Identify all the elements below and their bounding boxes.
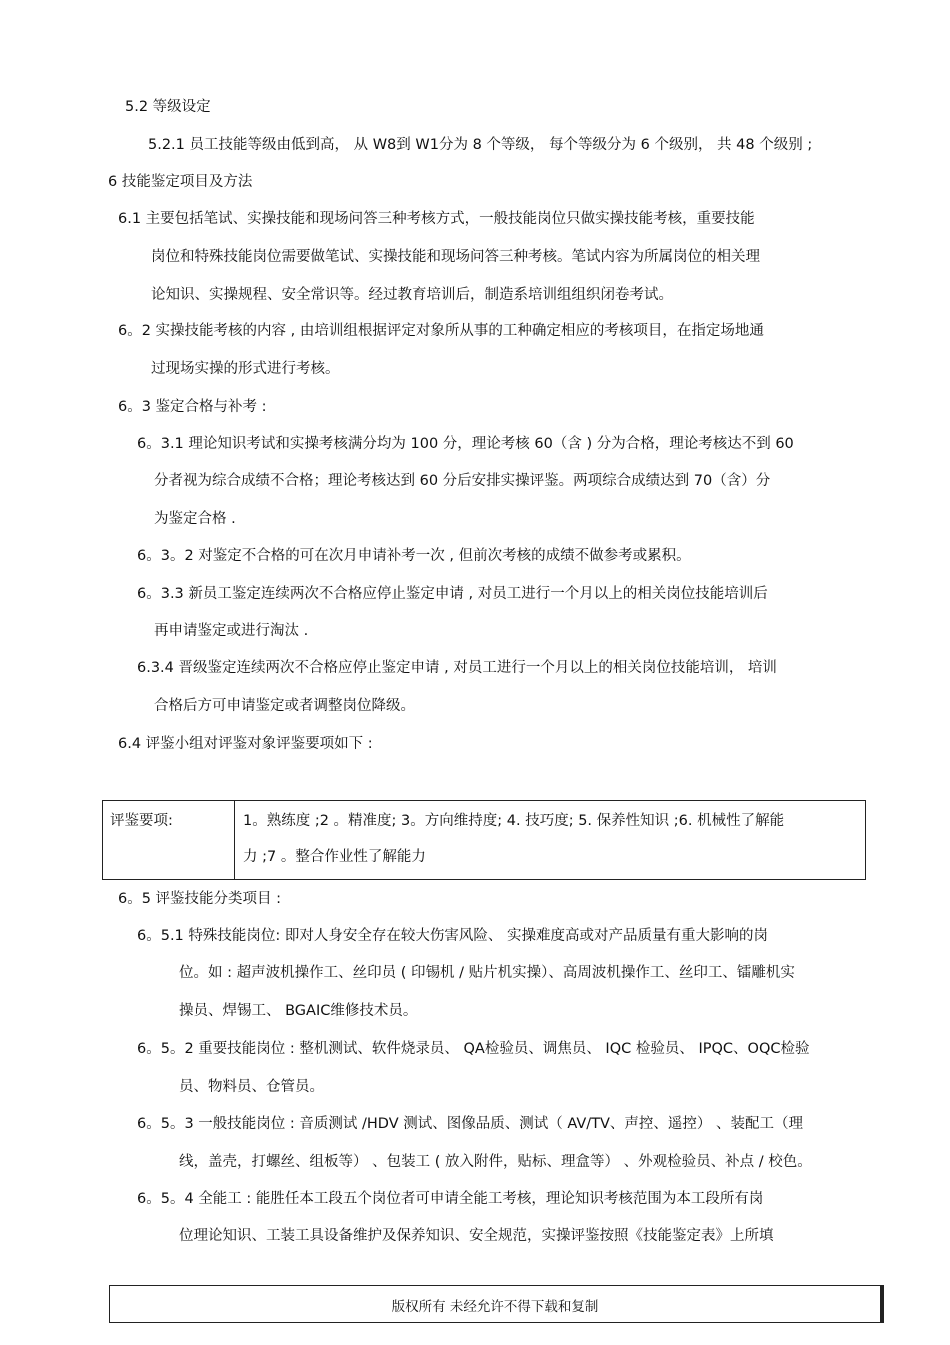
heading-5-2: 5.2 等级设定 [125, 99, 211, 115]
paragraph-6-3-3-line2: 再申请鉴定或进行淘汰 . [154, 623, 309, 639]
paragraph-6-5-3-line2: 线，盖壳，打螺丝、组板等） 、包装工 ( 放入附件，贴标、理盒等） 、外观检验员、补点 / 校色。 [179, 1154, 812, 1170]
heading-6-3: 6。3 鉴定合格与补考 : [118, 399, 267, 415]
heading-6-5: 6。5 评鉴技能分类项目 : [118, 891, 282, 907]
paragraph-6-5-2-line2: 员、物料员、仓管员。 [179, 1079, 324, 1095]
paragraph-6-2-line2: 过现场实操的形式进行考核。 [151, 361, 340, 377]
paragraph-6-3-1-line2: 分者视为综合成绩不合格；理论考核达到 60 分后安排实操评鉴。两项综合成绩达到 70（含）分 [154, 473, 771, 489]
heading-6-4: 6.4 评鉴小组对评鉴对象评鉴要项如下 : [118, 736, 373, 752]
paragraph-6-3-4-line1: 6.3.4 晋级鉴定连续两次不合格应停止鉴定申请 , 对员工进行一个月以上的相关岗位技能培训， 培训 [137, 660, 777, 676]
evaluation-items-line2: 力 ;7 。整合作业性了解能力 [243, 849, 426, 865]
paragraph-6-1-line1: 6.1 主要包括笔试、实操技能和现场问答三种考核方式，一般技能岗位只做实操技能考核，重要技能 [118, 211, 755, 227]
paragraph-6-3-1-line3: 为鉴定合格 . [154, 511, 236, 527]
paragraph-6-5-4-line1: 6。5。4 全能工 : 能胜任本工段五个岗位者可申请全能工考核，理论知识考核范围为本工段所有岗 [137, 1191, 764, 1207]
paragraph-6-3-4-line2: 合格后方可申请鉴定或者调整岗位降级。 [154, 698, 415, 714]
paragraph-5-2-1: 5.2.1 员工技能等级由低到高， 从 W8到 W1分为 8 个等级， 每个等级分为 6 个级别， 共 48 个级别 ; [148, 137, 813, 153]
heading-6: 6 技能鉴定项目及方法 [108, 174, 253, 190]
evaluation-items-line1: 1。熟练度 ;2 。精准度; 3。方向维持度; 4. 技巧度; 5. 保养性知识 ;6. 机械性了解能 [243, 813, 785, 829]
paragraph-6-5-4-line2: 位理论知识、工装工具设备维护及保养知识、安全规范，实操评鉴按照《技能鉴定表》上所填 [179, 1228, 774, 1244]
footer-copyright-text: 版权所有 未经允许不得下载和复制 [391, 1299, 599, 1315]
paragraph-6-3-2: 6。3。2 对鉴定不合格的可在次月申请补考一次 , 但前次考核的成绩不做参考或累积。 [137, 548, 691, 564]
paragraph-6-3-1-line1: 6。3.1 理论知识考试和实操考核满分均为 100 分，理论考核 60（含 ) 分为合格，理论考核达不到 60 [137, 436, 794, 452]
paragraph-6-5-1-line2: 位。如 : 超声波机操作工、丝印员 ( 印锡机 / 贴片机实操）、高周波机操作工、丝印工、镭雕机实 [179, 965, 795, 981]
evaluation-label: 评鉴要项: [110, 813, 173, 829]
paragraph-6-3-3-line1: 6。3.3 新员工鉴定连续两次不合格应停止鉴定申请 , 对员工进行一个月以上的相关岗位技能培训后 [137, 586, 768, 602]
evaluation-label-cell [103, 801, 235, 879]
paragraph-6-5-1-line3: 操员、焊锡工、 BGAIC维修技术员。 [179, 1003, 418, 1019]
paragraph-6-5-1-line1: 6。5.1 特殊技能岗位: 即对人身安全存在较大伤害风险、 实操难度高或对产品质量有重大影响的岗 [137, 928, 768, 944]
footer-copyright-box [109, 1285, 884, 1323]
evaluation-items-table [102, 800, 866, 880]
paragraph-6-1-line3: 论知识、实操规程、安全常识等。经过教育培训后，制造系培训组组织闭卷考试。 [151, 287, 673, 303]
paragraph-6-1-line2: 岗位和特殊技能岗位需要做笔试、实操技能和现场问答三种考核。笔试内容为所属岗位的相关理 [151, 249, 760, 265]
paragraph-6-2-line1: 6。2 实操技能考核的内容 , 由培训组根据评定对象所从事的工种确定相应的考核项目，在指定场地通 [118, 323, 764, 339]
paragraph-6-5-3-line1: 6。5。3 一般技能岗位 : 音质测试 /HDV 测试、图像品质、测试（ AV/TV、声控、遥控） 、装配工（理 [137, 1116, 804, 1132]
paragraph-6-5-2-line1: 6。5。2 重要技能岗位 : 整机测试、软件烧录员、 QA检验员、调焦员、 IQC 检验员、 IPQC、OQC检验 [137, 1041, 810, 1057]
